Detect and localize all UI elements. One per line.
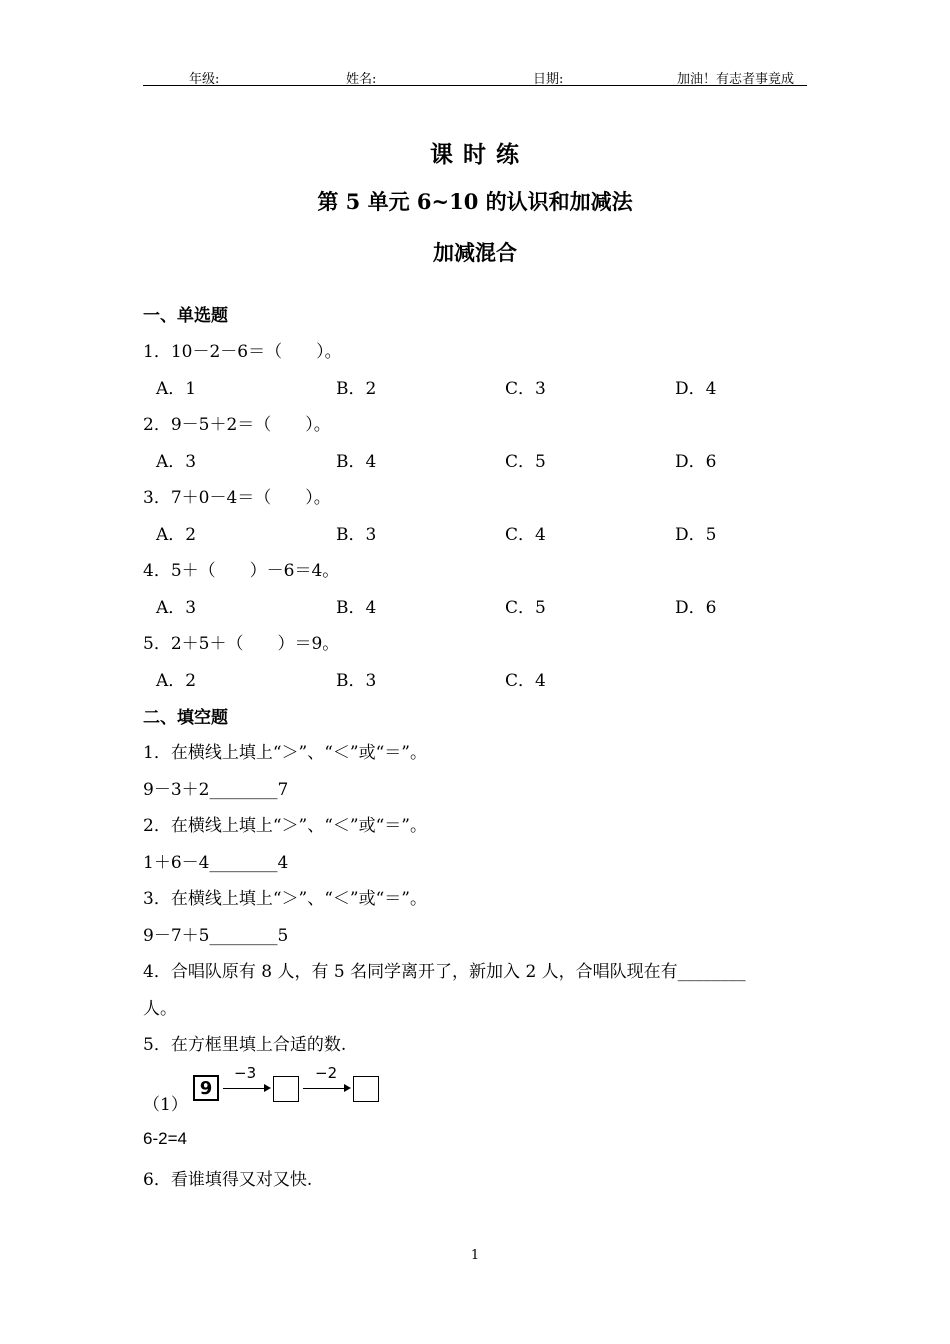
option-a: A．2: [156, 525, 197, 545]
option-a: A．1: [156, 379, 197, 399]
option-b: B．4: [336, 598, 377, 618]
option-d: D．6: [675, 452, 717, 472]
fill-question: 1．在横线上填上“＞”、“＜”或“＝”。: [143, 743, 427, 763]
worked-answer: 6-2=4: [143, 1129, 187, 1148]
answer-box[interactable]: [353, 1076, 379, 1102]
arrow-icon: [303, 1088, 349, 1089]
option-b: B．4: [336, 452, 377, 472]
motto: 加油！有志者事竟成: [677, 72, 795, 87]
option-a: A．3: [156, 452, 197, 472]
option-c: C．5: [505, 452, 546, 472]
fill-question: 3．在横线上填上“＞”、“＜”或“＝”。: [143, 889, 427, 909]
fill-question: 5．在方框里填上合适的数.: [143, 1035, 347, 1055]
header-rule: [143, 85, 807, 86]
op2-label: −2: [315, 1064, 338, 1082]
fill-question: 2．在横线上填上“＞”、“＜”或“＝”。: [143, 816, 427, 836]
question-stem: 4．5＋（ ）－6＝4。: [143, 561, 340, 581]
option-d: D．4: [675, 379, 717, 399]
grade-label: 年级:: [189, 72, 220, 87]
option-b: B．2: [336, 379, 377, 399]
option-a: A．2: [156, 671, 197, 691]
answer-box[interactable]: [273, 1076, 299, 1102]
option-d: D．6: [675, 598, 717, 618]
date-label: 日期:: [533, 72, 564, 87]
option-b: B．3: [336, 671, 377, 691]
option-a: A．3: [156, 598, 197, 618]
fill-expression: 9－7＋5________5: [143, 926, 289, 946]
question-stem: 2．9－5＋2＝（ ）。: [143, 415, 331, 435]
option-c: C．5: [505, 598, 546, 618]
fill-expression: 1＋6－4________4: [143, 853, 289, 873]
fill-question: 6．看谁填得又对又快.: [143, 1170, 313, 1190]
question-stem: 3．7＋0－4＝（ ）。: [143, 488, 331, 508]
topic-title: 加减混合: [433, 240, 517, 265]
op1-label: −3: [234, 1064, 257, 1082]
question-stem: 5．2＋5＋（ ）＝9。: [143, 634, 340, 654]
word-problem-continued: 人。: [143, 999, 177, 1019]
question-stem: 1．10－2－6＝（ ）。: [143, 342, 342, 362]
arrow-icon: [223, 1088, 269, 1089]
page-title: 课 时 练: [429, 141, 520, 168]
page-number: 1: [470, 1248, 480, 1263]
fill-expression: 9－3＋2________7: [143, 780, 289, 800]
word-problem: 4．合唱队原有 8 人，有 5 名同学离开了，新加入 2 人，合唱队现在有________: [143, 962, 746, 982]
name-label: 姓名:: [346, 72, 377, 87]
diagram-label: （1）: [143, 1095, 188, 1115]
option-c: C．4: [505, 671, 546, 691]
section2-heading: 二、填空题: [143, 708, 228, 728]
unit-title: 第 5 单元 6~10 的认识和加减法: [317, 189, 633, 214]
option-c: C．4: [505, 525, 546, 545]
option-b: B．3: [336, 525, 377, 545]
start-number-box: 9: [193, 1075, 219, 1101]
option-c: C．3: [505, 379, 546, 399]
option-d: D．5: [675, 525, 717, 545]
section1-heading: 一、单选题: [143, 306, 228, 326]
